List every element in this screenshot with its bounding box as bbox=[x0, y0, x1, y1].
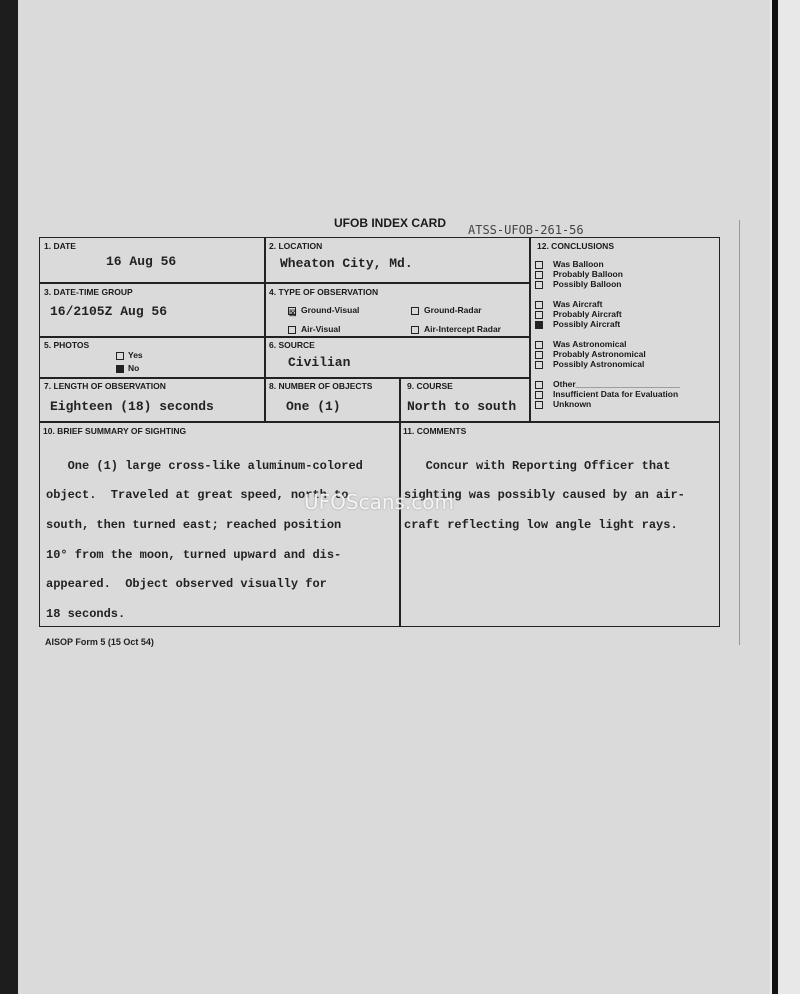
photos-no-label: No bbox=[128, 363, 140, 373]
divider bbox=[39, 336, 530, 338]
checkbox bbox=[535, 351, 543, 359]
length-label: 7. LENGTH OF OBSERVATION bbox=[44, 381, 166, 391]
watermark: UFOScans.com bbox=[304, 490, 454, 514]
divider bbox=[39, 282, 530, 284]
conclusion-text: Possibly Aircraft bbox=[553, 319, 621, 329]
checkbox bbox=[535, 261, 543, 269]
checkbox-no bbox=[116, 365, 124, 373]
num-objects-value: One (1) bbox=[286, 399, 341, 414]
checkbox bbox=[535, 341, 543, 349]
summary-line: One (1) large cross-like aluminum-colored bbox=[46, 458, 363, 473]
summary-text bbox=[46, 444, 363, 636]
checkbox-yes bbox=[116, 352, 124, 360]
conclusion-possibly-astronomical bbox=[535, 359, 646, 369]
card-title: UFOB INDEX CARD bbox=[334, 216, 447, 230]
conclusion-text: Other______________________ bbox=[553, 379, 680, 389]
photos-label: 5. PHOTOS bbox=[44, 340, 90, 350]
conclusion-text: Probably Balloon bbox=[553, 269, 623, 279]
source-value: Civilian bbox=[288, 355, 351, 370]
conclusion-probably-aircraft bbox=[535, 309, 622, 319]
divider bbox=[39, 377, 530, 379]
conclusions-label: 12. CONCLUSIONS bbox=[537, 241, 614, 251]
summary-label: 10. BRIEF SUMMARY OF SIGHTING bbox=[43, 426, 187, 436]
conclusion-text: Probably Aircraft bbox=[553, 309, 622, 319]
card-edge-line bbox=[739, 220, 740, 645]
option-air-intercept-radar bbox=[411, 324, 501, 334]
conclusions-group-balloon bbox=[535, 259, 623, 289]
num-objects-label: 8. NUMBER OF OBJECTS bbox=[269, 381, 373, 391]
conclusion-possibly-aircraft bbox=[535, 319, 622, 329]
comments-line: sighting was possibly caused by an air- bbox=[404, 488, 685, 503]
summary-line: 10° from the moon, turned upward and dis- bbox=[46, 547, 342, 562]
summary-line: 18 seconds. bbox=[46, 606, 126, 621]
conclusion-probably-balloon bbox=[535, 269, 623, 279]
checkbox-checked bbox=[535, 321, 543, 329]
conclusion-text: Insufficient Data for Evaluation bbox=[553, 389, 679, 399]
ground-radar-label: Ground-Radar bbox=[424, 305, 482, 315]
course-value: North to south bbox=[407, 399, 517, 414]
scan-shadow bbox=[772, 0, 778, 994]
conclusion-was-aircraft bbox=[535, 299, 622, 309]
comments-line: craft reflecting low angle light rays. bbox=[404, 517, 678, 532]
date-label: 1. DATE bbox=[44, 241, 76, 251]
conclusion-text: Was Balloon bbox=[553, 259, 604, 269]
conclusion-text: Unknown bbox=[553, 399, 592, 409]
conclusion-probably-astronomical bbox=[535, 349, 646, 359]
summary-line: appeared. Object observed visually for bbox=[46, 577, 327, 592]
conclusions-group-other bbox=[535, 379, 680, 409]
conclusions-group-aircraft bbox=[535, 299, 622, 329]
conclusion-was-astronomical bbox=[535, 339, 646, 349]
ground-visual-label: Ground-Visual bbox=[301, 305, 360, 315]
location-label: 2. LOCATION bbox=[269, 241, 323, 251]
divider bbox=[529, 237, 531, 421]
conclusion-other bbox=[535, 379, 680, 389]
dtg-label: 3. DATE-TIME GROUP bbox=[44, 287, 133, 297]
comments-label: 11. COMMENTS bbox=[403, 426, 467, 436]
checkbox bbox=[535, 381, 543, 389]
option-air-visual bbox=[288, 324, 341, 334]
checkbox-air-intercept-radar bbox=[411, 326, 419, 334]
conclusion-text: Possibly Astronomical bbox=[553, 359, 645, 369]
conclusion-insufficient-data bbox=[535, 389, 680, 399]
case-number: ATSS-UFOB-261-56 bbox=[468, 223, 584, 237]
conclusion-text: Was Astronomical bbox=[553, 339, 627, 349]
length-value: Eighteen (18) seconds bbox=[50, 399, 214, 414]
conclusion-was-balloon bbox=[535, 259, 623, 269]
conclusion-possibly-balloon bbox=[535, 279, 623, 289]
checkbox-ground-radar bbox=[411, 307, 419, 315]
checkbox bbox=[535, 271, 543, 279]
course-label: 9. COURSE bbox=[407, 381, 453, 391]
conclusion-text: Probably Astronomical bbox=[553, 349, 646, 359]
option-ground-visual bbox=[288, 305, 360, 318]
conclusions-group-astronomical bbox=[535, 339, 646, 369]
divider bbox=[264, 237, 266, 421]
option-ground-radar bbox=[411, 305, 482, 315]
photos-yes-label: Yes bbox=[128, 350, 143, 360]
location-value: Wheaton City, Md. bbox=[280, 256, 413, 271]
conclusion-unknown bbox=[535, 399, 680, 409]
checkbox bbox=[535, 301, 543, 309]
summary-line: south, then turned east; reached position bbox=[46, 517, 342, 532]
date-value: 16 Aug 56 bbox=[106, 254, 177, 269]
checkbox bbox=[535, 361, 543, 369]
observation-type-label: 4. TYPE OF OBSERVATION bbox=[269, 287, 379, 297]
conclusion-text: Was Aircraft bbox=[553, 299, 603, 309]
checkbox bbox=[535, 391, 543, 399]
option-photos-yes bbox=[116, 350, 143, 360]
checkbox-air-visual bbox=[288, 326, 296, 334]
divider bbox=[39, 421, 719, 423]
checkbox bbox=[535, 281, 543, 289]
source-label: 6. SOURCE bbox=[269, 340, 315, 350]
air-intercept-radar-label: Air-Intercept Radar bbox=[424, 324, 501, 334]
checkbox-ground-visual: ☒ bbox=[289, 307, 297, 318]
checkbox bbox=[535, 311, 543, 319]
dtg-value: 16/2105Z Aug 56 bbox=[50, 304, 168, 319]
summary-line: object. Traveled at great speed, north to bbox=[46, 488, 349, 503]
air-visual-label: Air-Visual bbox=[301, 324, 341, 334]
comments-line: Concur with Reporting Officer that bbox=[404, 458, 671, 473]
checkbox bbox=[535, 401, 543, 409]
form-id: AISOP Form 5 (15 Oct 54) bbox=[45, 637, 154, 647]
conclusion-text: Possibly Balloon bbox=[553, 279, 622, 289]
option-photos-no bbox=[116, 363, 139, 373]
